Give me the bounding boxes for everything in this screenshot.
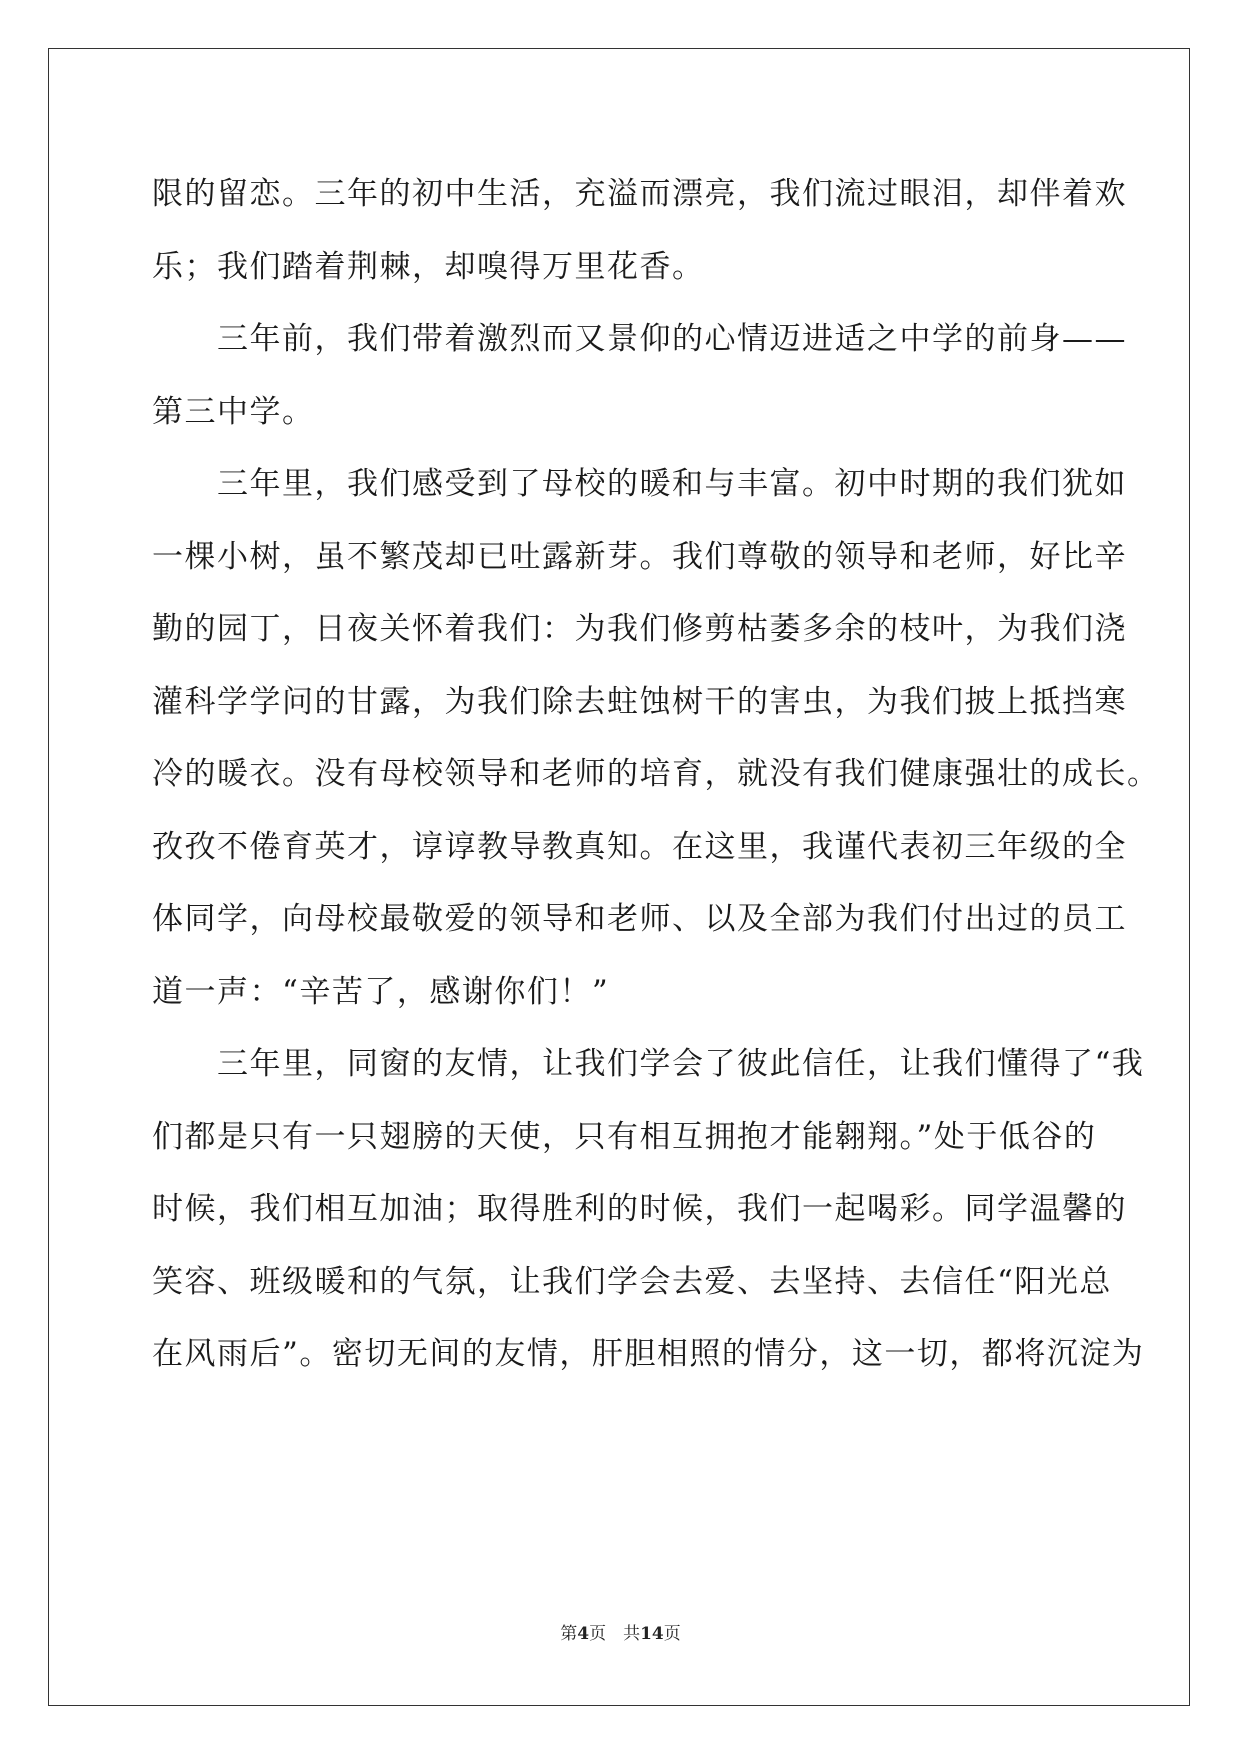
text-line: 三年里，同窗的友情，让我们学会了彼此信任，让我们懂得了“我 [152, 1046, 1145, 1082]
text-line: 勤的园丁，日夜关怀着我们：为我们修剪枯萎多余的枝叶，为我们浇 [152, 611, 1127, 647]
paragraph-1 [152, 158, 1127, 303]
text-line: 限的留恋。三年的初中生活，充溢而漂亮，我们流过眼泪，却伴着欢 [152, 176, 1127, 212]
text-line: 体同学，向母校最敬爱的领导和老师、以及全部为我们付出过的员工 [152, 901, 1127, 937]
text-line: 三年里，我们感受到了母校的暖和与丰富。初中时期的我们犹如 [152, 466, 1127, 502]
paragraph-2 [152, 303, 1127, 448]
paragraph-3 [152, 448, 1160, 1028]
total-page-number: 14 [640, 1624, 664, 1644]
text-line: 在风雨后”。密切无间的友情，肝胆相照的情分，这一切，都将沉淀为 [152, 1336, 1145, 1372]
footer-prefix: 第 [560, 1624, 578, 1644]
text-line: 冷的暖衣。没有母校领导和老师的培育，就没有我们健康强壮的成长。 [152, 756, 1160, 792]
text-line: 一棵小树，虽不繁茂却已吐露新芽。我们尊敬的领导和老师，好比辛 [152, 538, 1127, 575]
current-page-number: 4 [577, 1624, 590, 1644]
text-line: 道一声：“辛苦了，感谢你们！” [152, 973, 610, 1010]
text-line: 孜孜不倦育英才，谆谆教导教真知。在这里，我谨代表初三年级的全 [152, 828, 1127, 865]
paragraph-4 [152, 1028, 1145, 1391]
text-line: 乐；我们踏着荆棘，却嗅得万里花香。 [152, 248, 705, 285]
text-line: 时候，我们相互加油；取得胜利的时候，我们一起喝彩。同学温馨的 [152, 1191, 1127, 1227]
text-line: 灌科学学问的甘露，为我们除去蛀蚀树干的害虫，为我们披上抵挡寒 [152, 683, 1127, 720]
footer-suffix: 页 [663, 1624, 681, 1644]
footer-mid: 页 共 [589, 1624, 641, 1644]
document-body [152, 158, 1160, 1391]
text-line: 第三中学。 [152, 393, 315, 430]
text-line: 三年前，我们带着激烈而又景仰的心情迈进适之中学的前身—— [152, 321, 1127, 357]
text-line: 们都是只有一只翅膀的天使，只有相互拥抱才能翱翔。”处于低谷的 [152, 1118, 1097, 1155]
page-footer [0, 1619, 1241, 1644]
text-line: 笑容、班级暖和的气氛，让我们学会去爱、去坚持、去信任“阳光总 [152, 1263, 1112, 1300]
